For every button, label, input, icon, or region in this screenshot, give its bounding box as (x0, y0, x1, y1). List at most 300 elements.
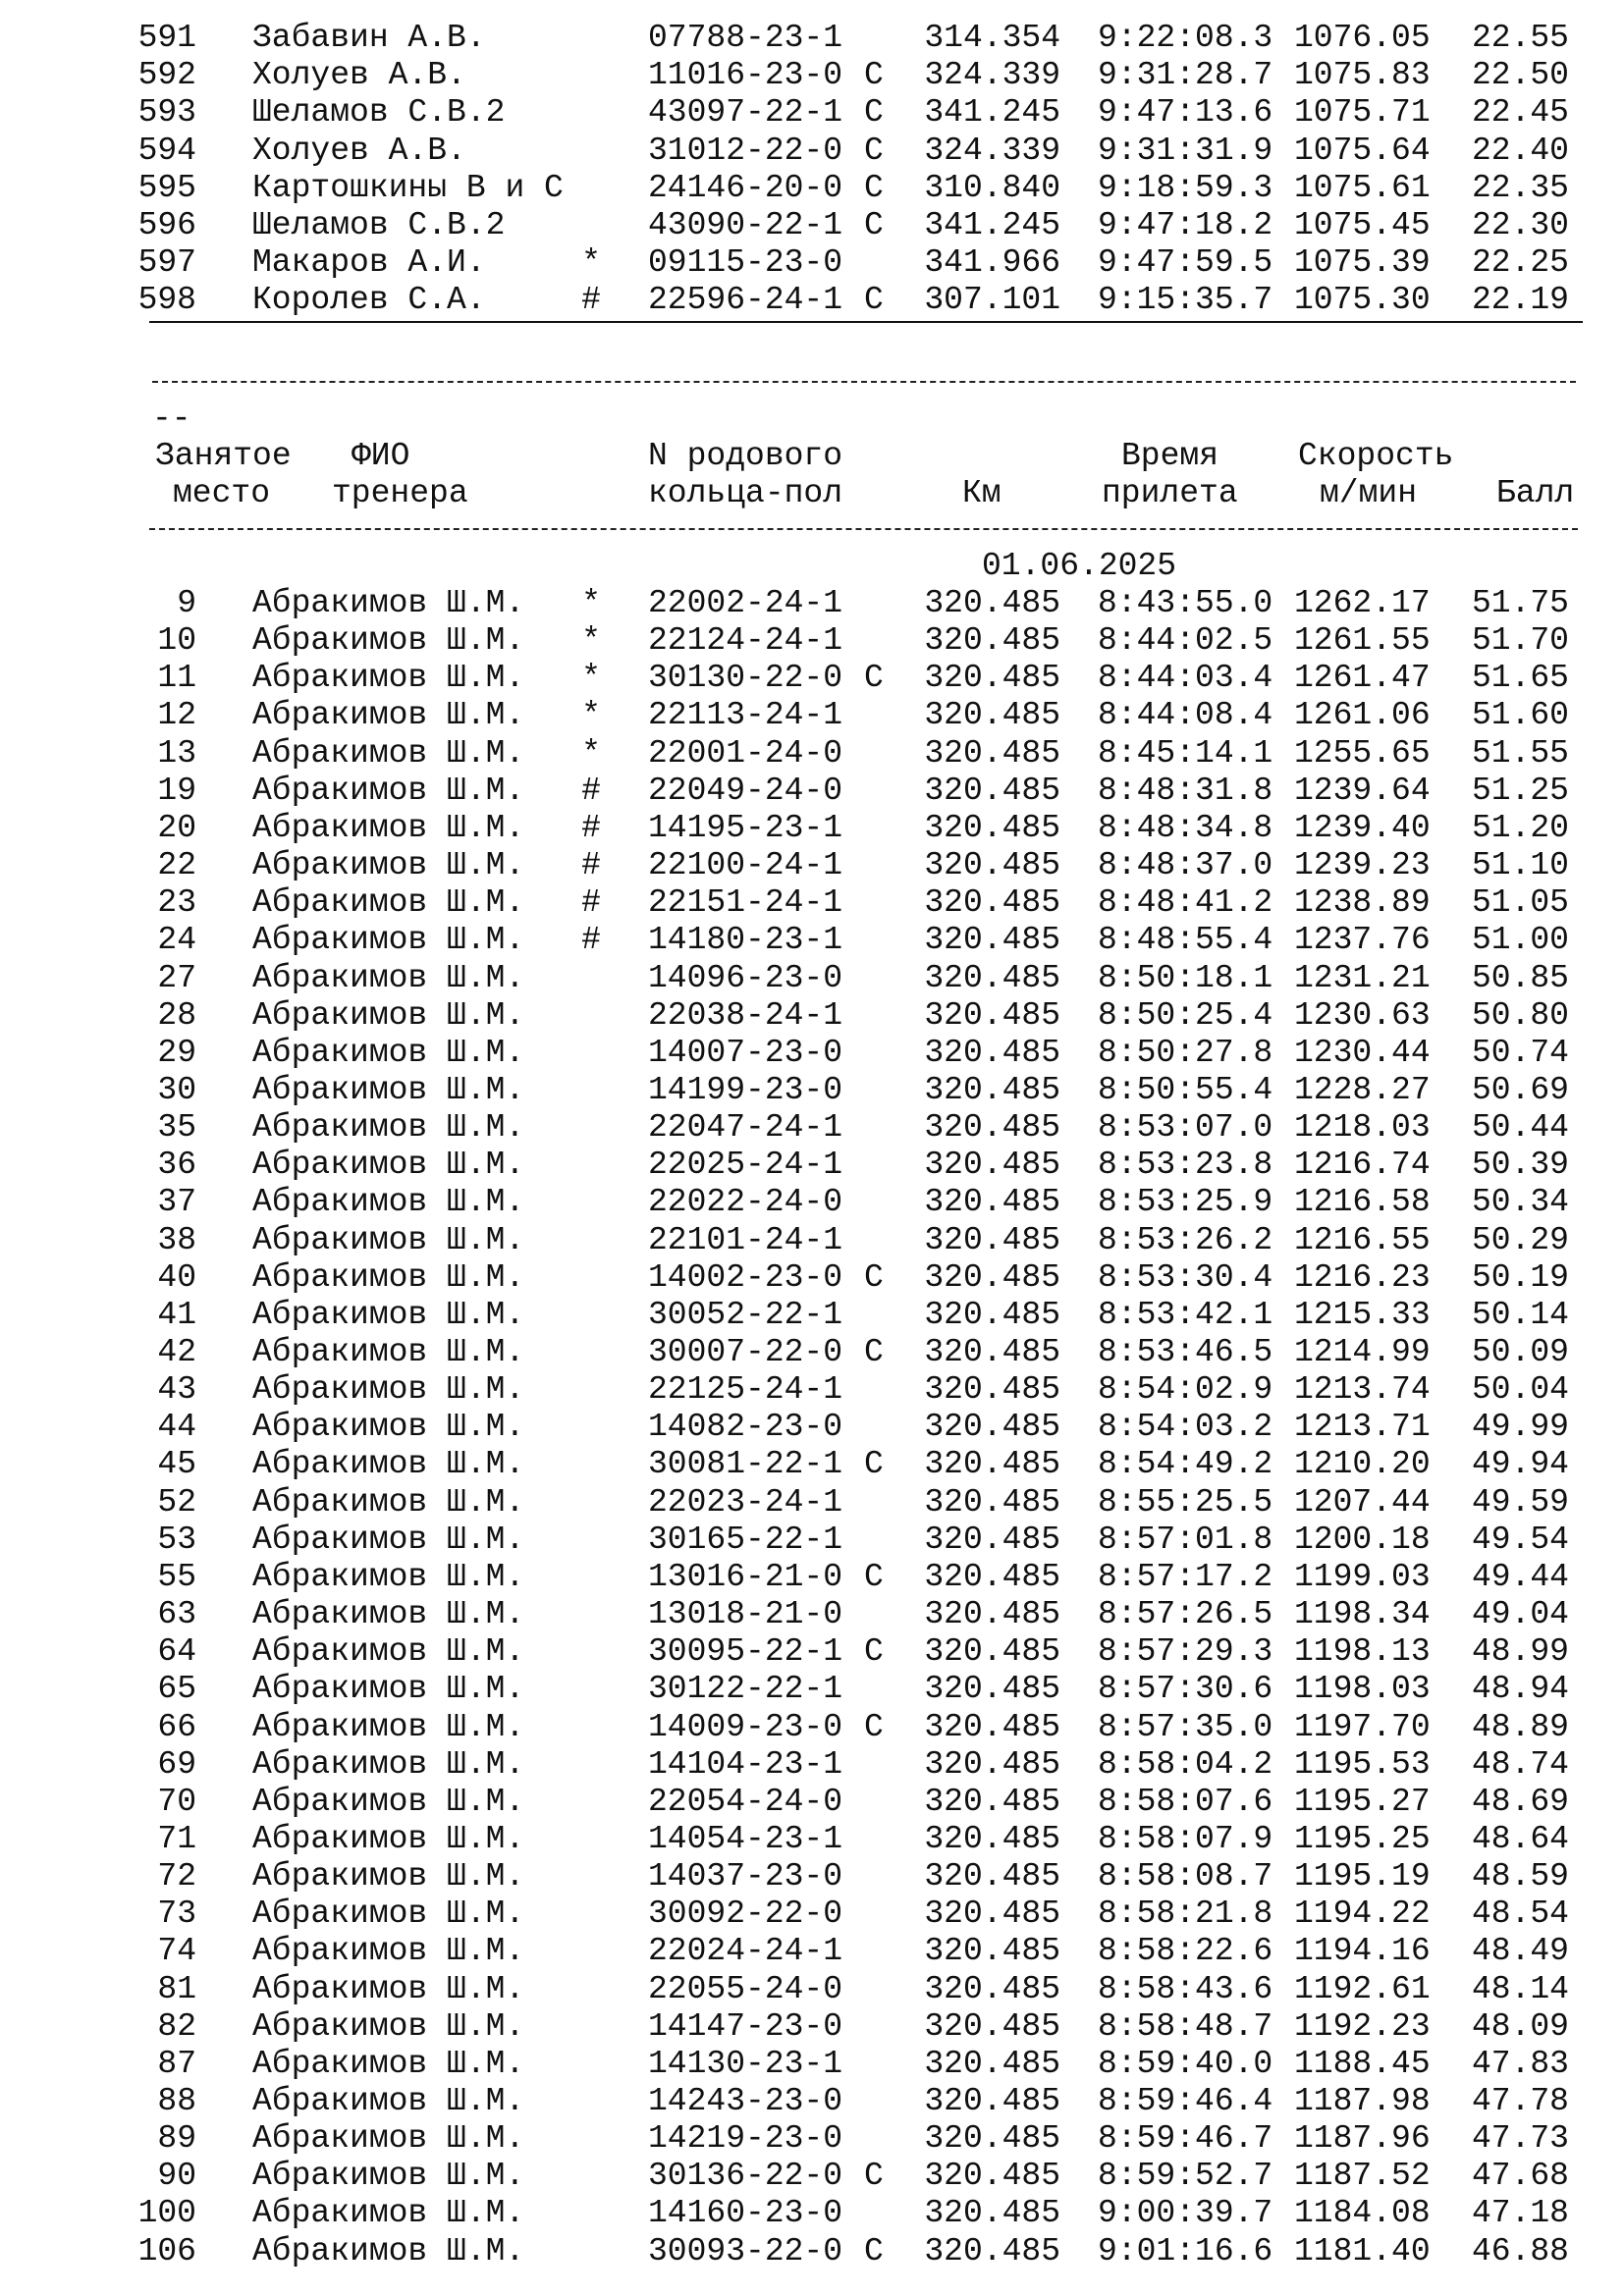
table-row (0, 884, 1624, 922)
cell-ball: 48.99 (1471, 1633, 1569, 1671)
cell-ring: 14007-23-0 (648, 1034, 843, 1071)
table-row (0, 1184, 1624, 1221)
cell-speed: 1187.96 (1294, 2120, 1431, 2158)
cell-name: Абракимов Ш.М. (252, 1409, 525, 1446)
cell-ball: 50.39 (1471, 1147, 1569, 1184)
cell-ring: 22100-24-1 (648, 847, 843, 884)
cell-ball: 50.29 (1471, 1221, 1569, 1258)
cell-time: 8:53:42.1 (1098, 1296, 1273, 1333)
cell-speed: 1198.03 (1294, 1671, 1431, 1708)
table-row (0, 847, 1624, 884)
cell-ring: 30130-22-0 (648, 660, 843, 697)
cell-mark: * (581, 660, 601, 697)
cell-mark: # (581, 847, 601, 884)
cell-time: 8:58:22.6 (1098, 1933, 1273, 1970)
cell-time: 8:58:43.6 (1098, 1970, 1273, 2007)
cell-km: 320.485 (924, 959, 1060, 996)
cell-ball: 51.00 (1471, 922, 1569, 959)
cell-time: 8:50:55.4 (1098, 1071, 1273, 1108)
cell-ball: 22.50 (1471, 57, 1569, 94)
cell-km: 320.485 (924, 847, 1060, 884)
cell-place: 65 (157, 1671, 196, 1708)
cell-sex: C (864, 1633, 884, 1671)
cell-place: 19 (157, 772, 196, 809)
cell-place: 88 (157, 2083, 196, 2119)
cell-name: Абракимов Ш.М. (252, 622, 525, 660)
cell-speed: 1261.06 (1294, 697, 1431, 734)
cell-km: 341.245 (924, 94, 1060, 132)
cell-name: Абракимов Ш.М. (252, 1034, 525, 1071)
cell-speed: 1075.83 (1294, 57, 1431, 94)
cell-place: 74 (157, 1933, 196, 1970)
cell-km: 324.339 (924, 132, 1060, 169)
cell-km: 320.485 (924, 1483, 1060, 1521)
cell-time: 9:01:16.6 (1098, 2232, 1273, 2269)
cell-km: 320.485 (924, 2232, 1060, 2269)
table-row (0, 810, 1624, 847)
cell-speed: 1195.53 (1294, 1745, 1431, 1783)
cell-place: 595 (137, 169, 196, 206)
cell-name: Абракимов Ш.М. (252, 2045, 525, 2082)
cell-km: 324.339 (924, 57, 1060, 94)
cell-place: 63 (157, 1596, 196, 1633)
cell-km: 320.485 (924, 2045, 1060, 2082)
cell-speed: 1194.22 (1294, 1896, 1431, 1933)
cell-speed: 1195.27 (1294, 1783, 1431, 1820)
cell-ring: 22049-24-0 (648, 772, 843, 809)
cell-km: 320.485 (924, 1409, 1060, 1446)
cell-ring: 22024-24-1 (648, 1933, 843, 1970)
cell-place: 597 (137, 244, 196, 282)
table-row (0, 2008, 1624, 2046)
cell-name: Абракимов Ш.М. (252, 922, 525, 959)
cell-ball: 50.80 (1471, 996, 1569, 1034)
cell-ball: 51.20 (1471, 809, 1569, 846)
cell-place: 87 (157, 2045, 196, 2082)
cell-ring: 14243-23-0 (648, 2083, 843, 2119)
cell-time: 8:50:27.8 (1098, 1034, 1273, 1071)
table-row (0, 922, 1624, 959)
cell-time: 9:31:28.7 (1098, 57, 1273, 94)
cell-ball: 22.19 (1471, 282, 1569, 319)
cell-name: Абракимов Ш.М. (252, 1147, 525, 1184)
cell-ball: 51.75 (1471, 585, 1569, 621)
cell-ball: 49.59 (1471, 1483, 1569, 1521)
cell-sex: C (864, 1334, 884, 1370)
cell-ring: 14160-23-0 (648, 2195, 843, 2232)
cell-km: 320.485 (924, 1371, 1060, 1409)
cell-name: Абракимов Ш.М. (252, 809, 525, 846)
cell-km: 320.485 (924, 2195, 1060, 2232)
table-row (0, 1446, 1624, 1483)
cell-time: 8:54:49.2 (1098, 1446, 1273, 1483)
cell-ball: 48.64 (1471, 1820, 1569, 1857)
cell-place: 13 (157, 734, 196, 772)
cell-place: 53 (157, 1521, 196, 1558)
cell-name: Абракимов Ш.М. (252, 1933, 525, 1970)
cell-place: 598 (137, 282, 196, 319)
cell-ring: 22124-24-1 (648, 622, 843, 660)
cell-mark: # (581, 884, 601, 922)
header-wrap-dashes: -- (152, 400, 191, 437)
cell-place: 9 (177, 585, 196, 621)
cell-ring: 43090-22-1 (648, 207, 843, 243)
cell-place: 22 (157, 847, 196, 884)
cell-ball: 50.44 (1471, 1109, 1569, 1147)
cell-time: 8:59:46.4 (1098, 2083, 1273, 2119)
cell-ball: 50.19 (1471, 1258, 1569, 1296)
cell-mark: * (581, 244, 601, 282)
cell-sex: C (864, 207, 884, 243)
cell-ring: 30007-22-0 (648, 1334, 843, 1370)
cell-time: 8:58:08.7 (1098, 1858, 1273, 1896)
cell-speed: 1218.03 (1294, 1109, 1431, 1147)
cell-mark: # (581, 282, 601, 319)
cell-ring: 30165-22-1 (648, 1521, 843, 1558)
cell-km: 310.840 (924, 169, 1060, 206)
cell-time: 8:57:26.5 (1098, 1596, 1273, 1633)
cell-km: 341.245 (924, 207, 1060, 243)
cell-speed: 1239.40 (1294, 809, 1431, 846)
cell-km: 320.485 (924, 622, 1060, 660)
cell-place: 66 (157, 1708, 196, 1745)
cell-km: 320.485 (924, 1109, 1060, 1147)
cell-name: Абракимов Ш.М. (252, 2007, 525, 2045)
cell-km: 320.485 (924, 2083, 1060, 2119)
cell-time: 8:45:14.1 (1098, 734, 1273, 772)
cell-time: 9:31:31.9 (1098, 132, 1273, 169)
cell-speed: 1195.25 (1294, 1820, 1431, 1857)
cell-km: 307.101 (924, 282, 1060, 319)
cell-place: 29 (157, 1034, 196, 1071)
cell-name: Абракимов Ш.М. (252, 2083, 525, 2119)
cell-speed: 1238.89 (1294, 884, 1431, 922)
cell-ball: 46.88 (1471, 2232, 1569, 2269)
cell-place: 38 (157, 1221, 196, 1258)
cell-place: 82 (157, 2007, 196, 2045)
cell-name: Абракимов Ш.М. (252, 1483, 525, 1521)
cell-km: 320.485 (924, 922, 1060, 959)
cell-ring: 14096-23-0 (648, 959, 843, 996)
cell-time: 8:58:21.8 (1098, 1896, 1273, 1933)
cell-km: 320.485 (924, 1184, 1060, 1221)
cell-time: 8:53:30.4 (1098, 1258, 1273, 1296)
cell-place: 71 (157, 1820, 196, 1857)
cell-ring: 30122-22-1 (648, 1671, 843, 1708)
cell-name: Абракимов Ш.М. (252, 1783, 525, 1820)
cell-ring: 22001-24-0 (648, 734, 843, 772)
cell-place: 40 (157, 1258, 196, 1296)
cell-ring: 09115-23-0 (648, 244, 843, 282)
cell-ring: 22596-24-1 (648, 282, 843, 319)
cell-time: 8:54:02.9 (1098, 1371, 1273, 1409)
cell-ball: 47.83 (1471, 2045, 1569, 2082)
cell-ball: 48.59 (1471, 1858, 1569, 1896)
cell-ring: 14082-23-0 (648, 1409, 843, 1446)
table-row (0, 244, 1624, 282)
header-top-dashes (152, 381, 1576, 383)
cell-name: Холуев А.В. (252, 132, 466, 169)
cell-km: 320.485 (924, 1071, 1060, 1108)
table-row (0, 2233, 1624, 2270)
cell-name: Абракимов Ш.М. (252, 847, 525, 884)
cell-ring: 24146-20-0 (648, 169, 843, 206)
cell-time: 8:50:18.1 (1098, 959, 1273, 996)
cell-ring: 22025-24-1 (648, 1147, 843, 1184)
cell-ball: 22.25 (1471, 244, 1569, 282)
cell-ball: 51.70 (1471, 622, 1569, 660)
cell-ball: 49.04 (1471, 1596, 1569, 1633)
cell-ball: 49.94 (1471, 1446, 1569, 1483)
table-row (0, 697, 1624, 734)
cell-speed: 1075.61 (1294, 169, 1431, 206)
header-speed: Скорость (1298, 438, 1454, 474)
table-row (0, 1072, 1624, 1109)
cell-time: 8:53:23.8 (1098, 1147, 1273, 1184)
table-row (0, 585, 1624, 622)
table-row (0, 1409, 1624, 1446)
table-row (0, 1297, 1624, 1334)
table-row (0, 1559, 1624, 1596)
cell-mark: * (581, 734, 601, 772)
cell-time: 8:59:46.7 (1098, 2120, 1273, 2158)
cell-ring: 14195-23-1 (648, 809, 843, 846)
cell-place: 100 (137, 2195, 196, 2232)
cell-time: 8:50:25.4 (1098, 996, 1273, 1034)
cell-km: 320.485 (924, 1258, 1060, 1296)
cell-km: 320.485 (924, 809, 1060, 846)
table-row (0, 997, 1624, 1035)
cell-ball: 48.89 (1471, 1708, 1569, 1745)
header-bottom-dashes (149, 528, 1578, 530)
cell-place: 106 (137, 2232, 196, 2269)
cell-ring: 14002-23-0 (648, 1258, 843, 1296)
cell-sex: C (864, 57, 884, 94)
cell-time: 8:58:07.9 (1098, 1820, 1273, 1857)
cell-ball: 50.14 (1471, 1296, 1569, 1333)
cell-place: 593 (137, 94, 196, 132)
cell-km: 320.485 (924, 1558, 1060, 1595)
cell-speed: 1075.30 (1294, 282, 1431, 319)
cell-ball: 22.30 (1471, 207, 1569, 243)
table-row (0, 1596, 1624, 1633)
cell-name: Абракимов Ш.М. (252, 1371, 525, 1409)
cell-place: 69 (157, 1745, 196, 1783)
table-row (0, 960, 1624, 997)
header-speed-2: м/мин (1320, 475, 1418, 511)
cell-name: Абракимов Ш.М. (252, 1221, 525, 1258)
cell-sex: C (864, 1558, 884, 1595)
cell-place: 44 (157, 1409, 196, 1446)
cell-speed: 1216.58 (1294, 1184, 1431, 1221)
cell-speed: 1213.74 (1294, 1371, 1431, 1409)
cell-name: Абракимов Ш.М. (252, 1596, 525, 1633)
cell-mark: * (581, 622, 601, 660)
cell-name: Абракимов Ш.М. (252, 1296, 525, 1333)
table-row (0, 1671, 1624, 1708)
cell-speed: 1255.65 (1294, 734, 1431, 772)
table-row (0, 622, 1624, 660)
cell-sex: C (864, 1258, 884, 1296)
cell-name: Абракимов Ш.М. (252, 1558, 525, 1595)
cell-sex: C (864, 169, 884, 206)
cell-ball: 50.74 (1471, 1034, 1569, 1071)
cell-km: 320.485 (924, 1708, 1060, 1745)
cell-name: Абракимов Ш.М. (252, 1071, 525, 1108)
cell-place: 24 (157, 922, 196, 959)
header-km: Км (962, 475, 1001, 511)
table-row (0, 660, 1624, 697)
cell-ring: 14219-23-0 (648, 2120, 843, 2158)
cell-ball: 48.69 (1471, 1783, 1569, 1820)
cell-mark: * (581, 585, 601, 621)
cell-km: 320.485 (924, 585, 1060, 621)
header-time-2: прилета (1102, 475, 1238, 511)
cell-ball: 22.45 (1471, 94, 1569, 132)
cell-ball: 48.14 (1471, 1970, 1569, 2007)
cell-ring: 22047-24-1 (648, 1109, 843, 1147)
cell-km: 320.485 (924, 1858, 1060, 1896)
cell-time: 8:57:30.6 (1098, 1671, 1273, 1708)
cell-ring: 22038-24-1 (648, 996, 843, 1034)
cell-name: Абракимов Ш.М. (252, 585, 525, 621)
table-row (0, 20, 1624, 57)
cell-speed: 1239.64 (1294, 772, 1431, 809)
table-row (0, 1746, 1624, 1784)
cell-speed: 1198.13 (1294, 1633, 1431, 1671)
table-row (0, 170, 1624, 207)
cell-speed: 1239.23 (1294, 847, 1431, 884)
cell-km: 320.485 (924, 697, 1060, 734)
cell-speed: 1237.76 (1294, 922, 1431, 959)
cell-ball: 50.34 (1471, 1184, 1569, 1221)
cell-ring: 22022-24-0 (648, 1184, 843, 1221)
cell-km: 314.354 (924, 20, 1060, 56)
cell-speed: 1187.98 (1294, 2083, 1431, 2119)
cell-name: Абракимов Ш.М. (252, 1970, 525, 2007)
cell-ring: 30092-22-0 (648, 1896, 843, 1933)
cell-sex: C (864, 2158, 884, 2195)
cell-speed: 1194.16 (1294, 1933, 1431, 1970)
cell-ring: 14104-23-1 (648, 1745, 843, 1783)
cell-speed: 1216.74 (1294, 1147, 1431, 1184)
cell-time: 9:18:59.3 (1098, 169, 1273, 206)
cell-name: Абракимов Ш.М. (252, 1334, 525, 1370)
header-place: Занятое (155, 438, 292, 474)
cell-ring: 30093-22-0 (648, 2232, 843, 2269)
cell-mark: # (581, 809, 601, 846)
cell-ball: 50.85 (1471, 959, 1569, 996)
header-fio: ФИО (352, 438, 410, 474)
cell-mark: # (581, 772, 601, 809)
cell-ball: 50.04 (1471, 1371, 1569, 1409)
cell-time: 8:43:55.0 (1098, 585, 1273, 621)
cell-km: 320.485 (924, 1147, 1060, 1184)
table-row (0, 57, 1624, 94)
cell-speed: 1230.63 (1294, 996, 1431, 1034)
cell-km: 320.485 (924, 1034, 1060, 1071)
cell-speed: 1216.55 (1294, 1221, 1431, 1258)
cell-speed: 1198.34 (1294, 1596, 1431, 1633)
cell-ring: 14037-23-0 (648, 1858, 843, 1896)
cell-time: 8:58:48.7 (1098, 2007, 1273, 2045)
cell-ball: 51.65 (1471, 660, 1569, 697)
cell-time: 8:59:40.0 (1098, 2045, 1273, 2082)
table-row (0, 133, 1624, 170)
cell-ball: 49.99 (1471, 1409, 1569, 1446)
cell-place: 73 (157, 1896, 196, 1933)
cell-speed: 1076.05 (1294, 20, 1431, 56)
cell-speed: 1230.44 (1294, 1034, 1431, 1071)
header-ring-2: кольца-пол (648, 475, 843, 511)
cell-time: 8:58:04.2 (1098, 1745, 1273, 1783)
table-row (0, 1821, 1624, 1858)
cell-ball: 50.69 (1471, 1071, 1569, 1108)
cell-place: 10 (157, 622, 196, 660)
cell-ball: 49.44 (1471, 1558, 1569, 1595)
cell-speed: 1197.70 (1294, 1708, 1431, 1745)
cell-ball: 51.25 (1471, 772, 1569, 809)
cell-ball: 48.94 (1471, 1671, 1569, 1708)
cell-ball: 50.09 (1471, 1334, 1569, 1370)
cell-time: 8:48:55.4 (1098, 922, 1273, 959)
cell-km: 320.485 (924, 734, 1060, 772)
table-row (0, 1858, 1624, 1896)
table-row (0, 1147, 1624, 1184)
cell-speed: 1195.19 (1294, 1858, 1431, 1896)
cell-place: 41 (157, 1296, 196, 1333)
race-date: 01.06.2025 (982, 548, 1177, 584)
table-row (0, 1709, 1624, 1746)
cell-name: Шеламов С.В.2 (252, 94, 506, 132)
table-row (0, 1971, 1624, 2008)
cell-time: 8:58:07.6 (1098, 1783, 1273, 1820)
cell-ring: 22113-24-1 (648, 697, 843, 734)
cell-time: 8:55:25.5 (1098, 1483, 1273, 1521)
cell-place: 42 (157, 1334, 196, 1370)
table-row (0, 1896, 1624, 1933)
cell-ring: 22054-24-0 (648, 1783, 843, 1820)
cell-sex: C (864, 2232, 884, 2269)
cell-name: Абракимов Ш.М. (252, 660, 525, 697)
cell-speed: 1075.45 (1294, 207, 1431, 243)
cell-ring: 13018-21-0 (648, 1596, 843, 1633)
cell-speed: 1199.03 (1294, 1558, 1431, 1595)
cell-km: 320.485 (924, 1820, 1060, 1857)
cell-speed: 1228.27 (1294, 1071, 1431, 1108)
cell-place: 591 (137, 20, 196, 56)
cell-time: 9:47:18.2 (1098, 207, 1273, 243)
cell-time: 8:48:37.0 (1098, 847, 1273, 884)
table-row (0, 1784, 1624, 1821)
cell-sex: C (864, 94, 884, 132)
cell-name: Абракимов Ш.М. (252, 697, 525, 734)
cell-place: 596 (137, 207, 196, 243)
cell-ring: 14199-23-0 (648, 1071, 843, 1108)
cell-ball: 22.40 (1471, 132, 1569, 169)
cell-name: Абракимов Ш.М. (252, 1446, 525, 1483)
cell-place: 11 (157, 660, 196, 697)
cell-place: 27 (157, 959, 196, 996)
header-fio-2: тренера (332, 475, 468, 511)
cell-place: 72 (157, 1858, 196, 1896)
table-row (0, 1035, 1624, 1072)
cell-km: 320.485 (924, 2007, 1060, 2045)
cell-ring: 31012-22-0 (648, 132, 843, 169)
cell-place: 12 (157, 697, 196, 734)
cell-speed: 1231.21 (1294, 959, 1431, 996)
cell-sex: C (864, 132, 884, 169)
